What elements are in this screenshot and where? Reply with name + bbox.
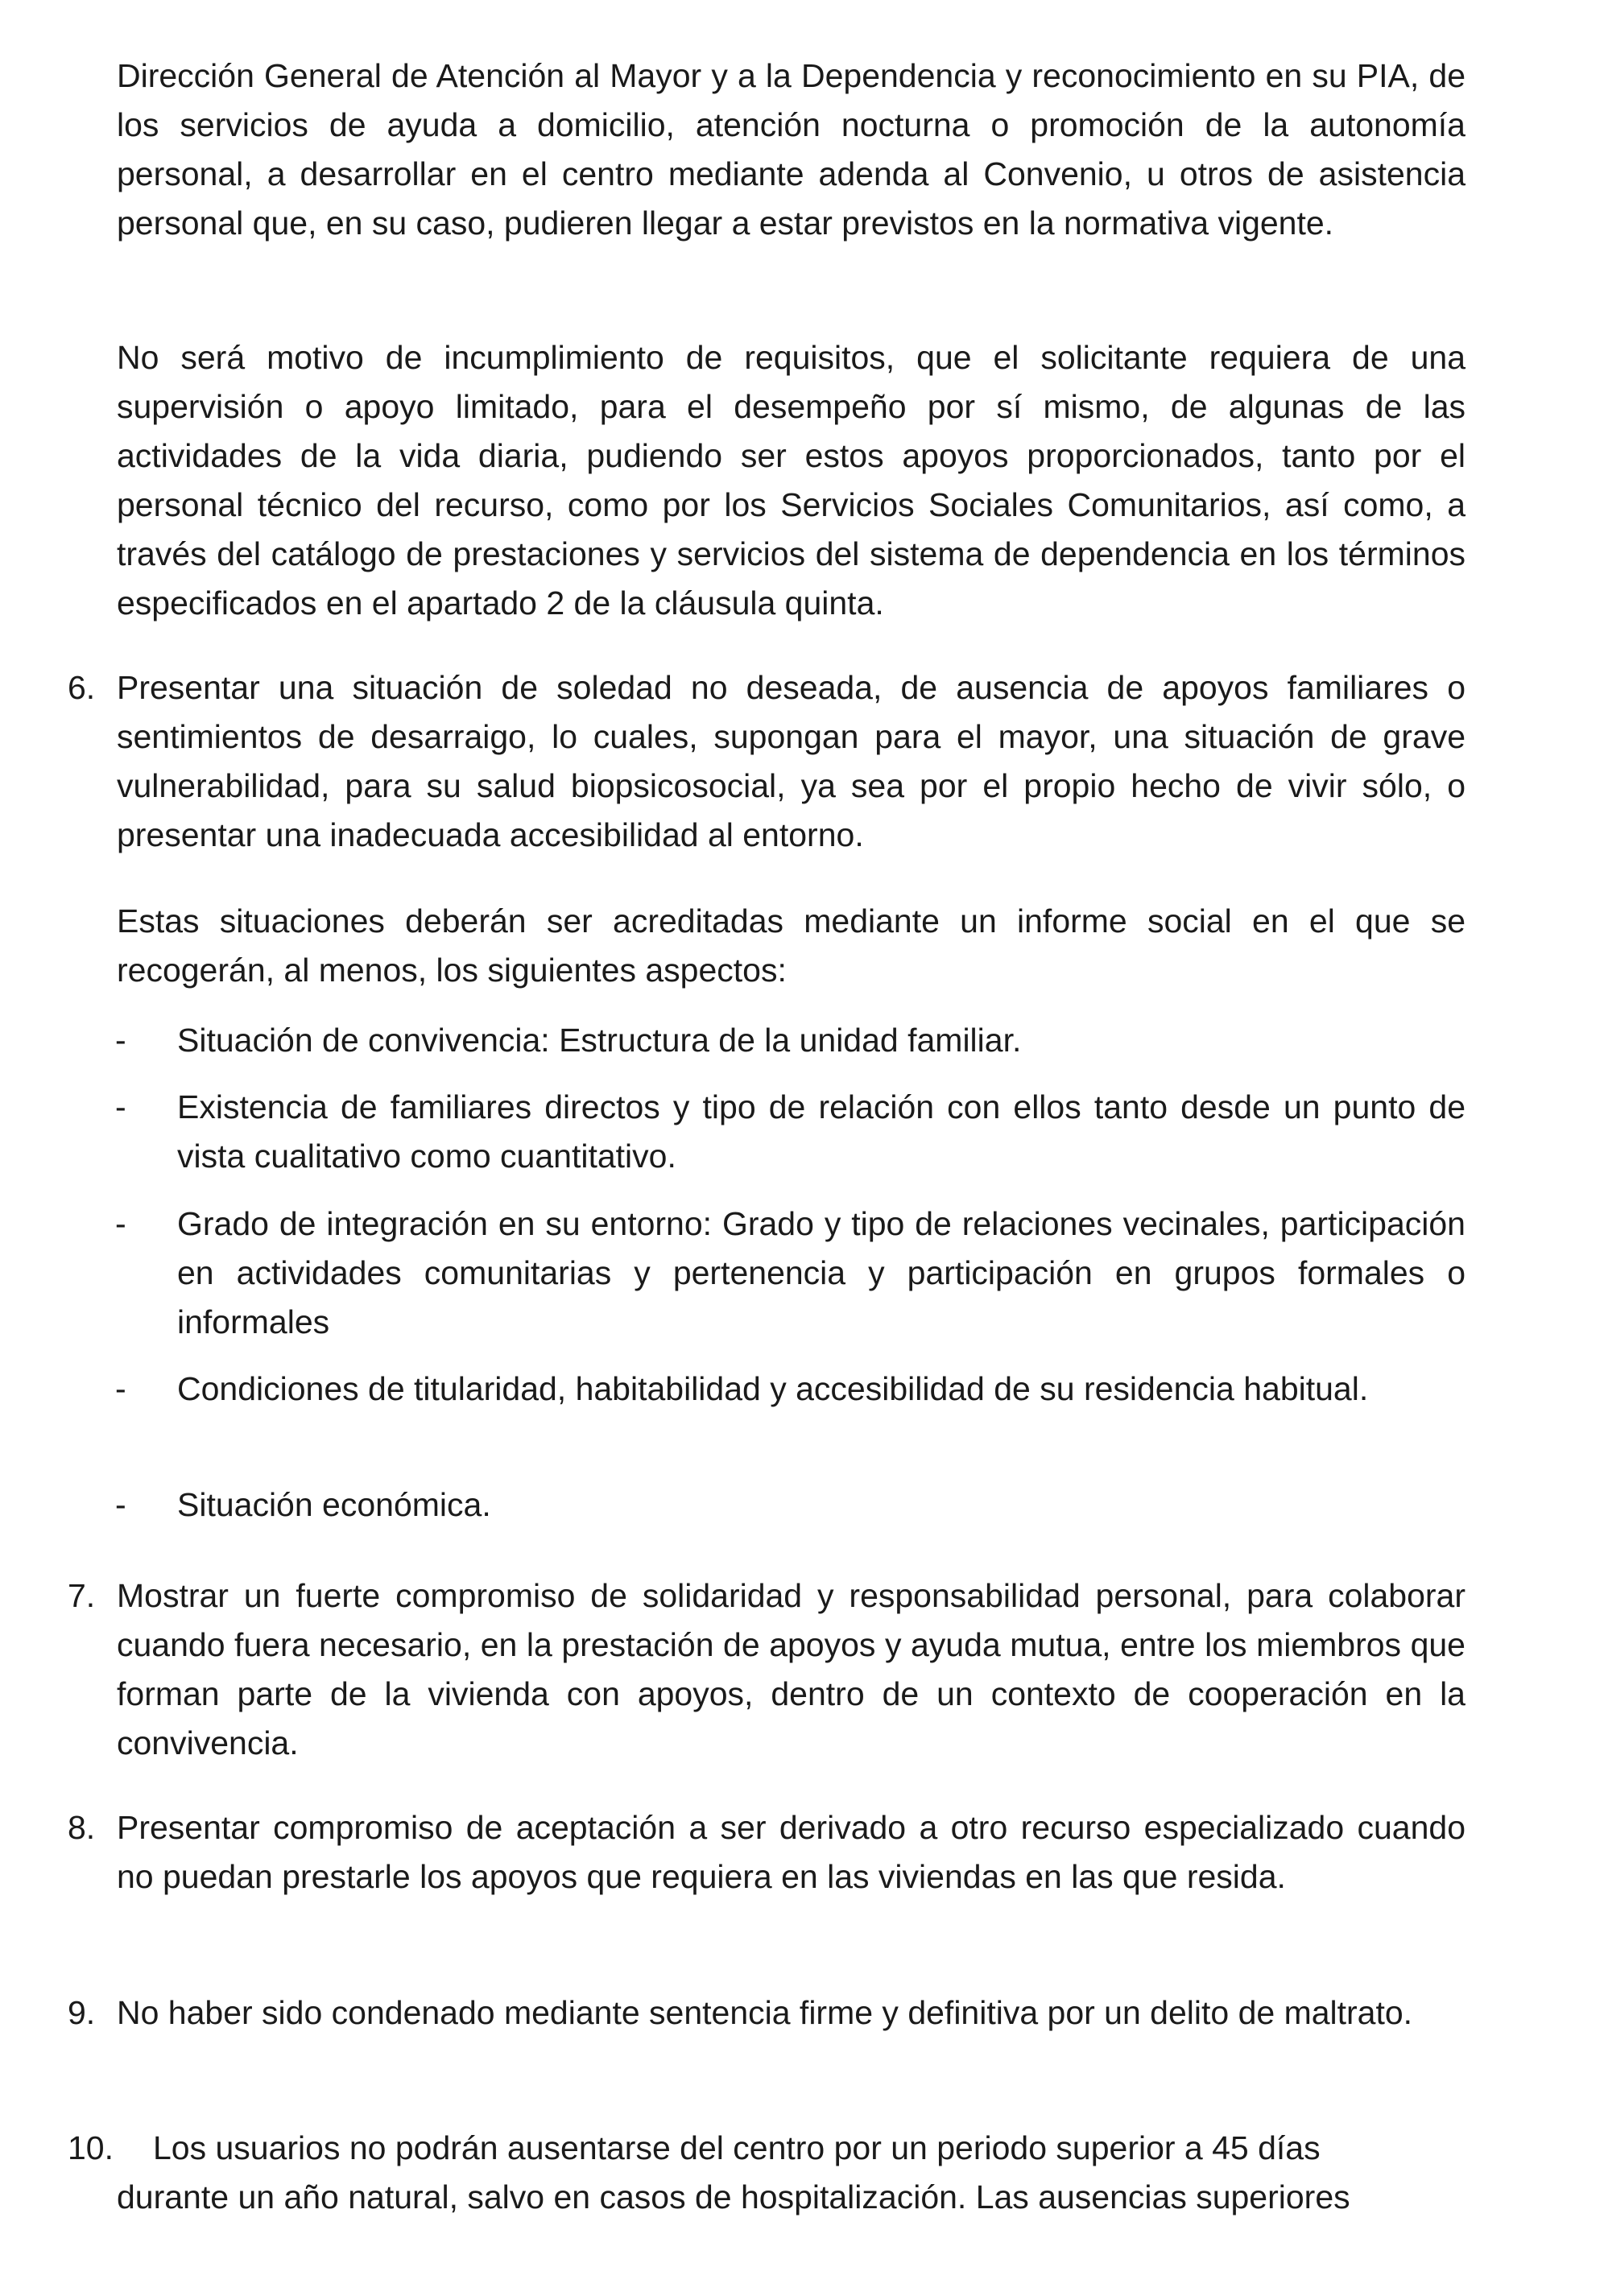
bullet-dash: - [115,1022,126,1059]
bullet-text: Situación de convivencia: Estructura de la unidad familiar. [177,1022,1022,1059]
bullet-text: Situación económica. [177,1486,491,1523]
item-text: Presentar compromiso de aceptación a ser derivado a otro recurso especializado cuando no puedan prestarle los apoyos que requiera en las viviendas en las que resida. [117,1809,1466,1895]
item-number: 6. [68,669,96,706]
paragraph-no-incumplimiento: No será motivo de incumplimiento de requisitos, que el solicitante requiera de una supervisión o apoyo limitado, para el desempeño por sí mismo, de algunas de las actividades de la vida diaria, pudiendo ser estos apoyos proporcionados, tanto por el personal técnico del recurso, como por los Servicios Sociales Comunitarios, así como, a través del catálogo de prestaciones y servicios del sistema de dependencia en los términos especificados en el apartado 2 de la cláusula quinta. [117,339,1466,621]
bullet-text: Grado de integración en su entorno: Grado y tipo de relaciones vecinales, participación en actividades comunitarias y pertenencia y participación en grupos formales o informales [177,1205,1466,1340]
bullet-text: Existencia de familiares directos y tipo de relación con ellos tanto desde un punto de vista cualitativo como cuantitativo. [177,1088,1466,1175]
bullet-dash: - [115,1205,126,1242]
item-text: No haber sido condenado mediante sentencia firme y definitiva por un delito de maltrato. [117,1994,1413,2031]
paragraph-informe-social: Estas situaciones deberán ser acreditadas mediante un informe social en el que se recogerán, al menos, los siguientes aspectos: [117,902,1466,989]
bullet-text: Condiciones de titularidad, habitabilidad y accesibilidad de su residencia habitual. [177,1370,1369,1407]
paragraph-pia-services: Dirección General de Atención al Mayor y a la Dependencia y reconocimiento en su PIA, de los servicios de ayuda a domicilio, atención nocturna o promoción de la autonomía personal, a desarrollar en el centro mediante adenda al Convenio, u otros de asistencia personal que, en su caso, pudieren llegar a estar previstos en la normativa vigente. [117,57,1466,242]
item-text: Mostrar un fuerte compromiso de solidaridad y responsabilidad personal, para colaborar cuando fuera necesario, en la prestación de apoyos y ayuda mutua, entre los miembros que forman parte de la vivienda con apoyos, dentro de un contexto de cooperación en la convivencia. [117,1577,1466,1761]
bullet-dash: - [115,1088,126,1125]
item-text-line-1: Los usuarios no podrán ausentarse del centro por un periodo superior a 45 días [153,2129,1321,2166]
item-number: 10. [68,2129,114,2166]
list-item-10-continuation: durante un año natural, salvo en casos de hospitalización. Las ausencias superiores [117,2178,1350,2215]
bullet-dash: - [115,1370,126,1407]
bullet-dash: - [115,1486,126,1523]
item-number: 9. [68,1994,96,2031]
item-text: Presentar una situación de soledad no deseada, de ausencia de apoyos familiares o sentimientos de desarraigo, lo cuales, supongan para el mayor, una situación de grave vulnerabilidad, para su salud biopsicosocial, ya sea por el propio hecho de vivir sólo, o presentar una inadecuada accesibilidad al entorno. [117,669,1466,853]
item-number: 7. [68,1577,96,1614]
item-number: 8. [68,1809,96,1846]
